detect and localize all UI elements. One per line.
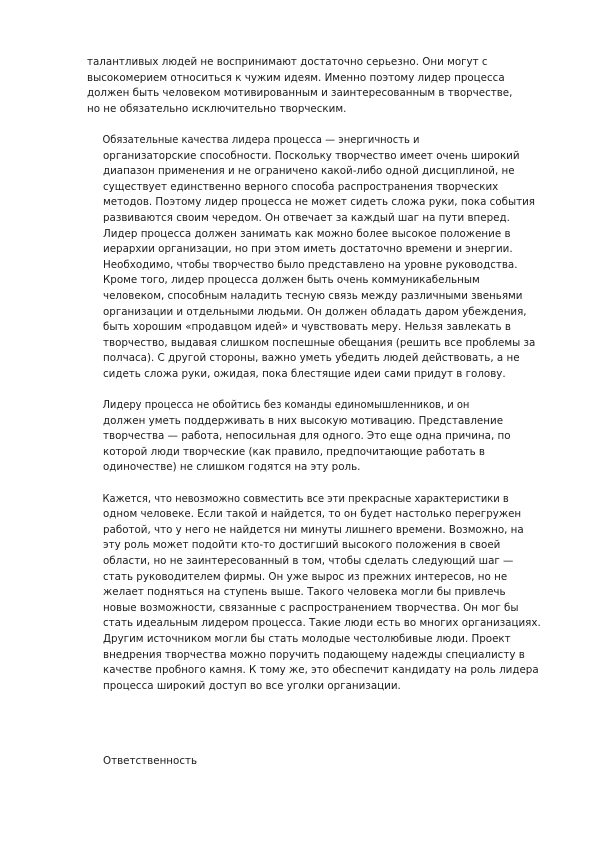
text-line: иерархии организации, но при этом иметь достаточно времени и энергии. xyxy=(103,243,513,256)
text-line: быть хорошим «продавцом идей» и чувствовать меру. Нельзя завлекать в xyxy=(103,321,511,334)
text-line: процесса широкий доступ во все уголки организации. xyxy=(103,679,401,692)
text-line: должен быть человеком мотивированным и заинтересованным в творчестве, xyxy=(87,87,513,100)
text-line: творчества — работа, непосильная для одного. Это еще одна причина, по xyxy=(103,430,511,443)
section-heading: Ответственность xyxy=(103,755,198,767)
text-line: Необходимо, чтобы творчество было представлено на уровне руководства. xyxy=(103,258,518,271)
text-line: талантливых людей не воспринимают достаточно серьезно. Они могут с xyxy=(87,56,488,68)
document-body xyxy=(87,55,547,710)
text-line: одиночестве) не слишком годятся на эту роль. xyxy=(103,461,361,474)
text-line: стать идеальным лидером процесса. Такие люди есть во многих организациях. xyxy=(103,617,541,630)
text-line: Кроме того, лидер процесса должен быть очень коммуникабельным xyxy=(103,274,480,287)
text-line: внедрения творчества можно поручить подающему надежды специалисту в xyxy=(103,648,525,661)
text-line: полчаса). С другой стороны, важно уметь убедить людей действовать, а не xyxy=(103,352,520,365)
paragraph xyxy=(87,133,547,383)
paragraph xyxy=(87,55,547,117)
text-line: эту роль может подойти кто-то достигший высокого положения в своей xyxy=(103,539,501,552)
text-line: сидеть сложа руки, ожидая, пока блестящие идеи сами придут в голову. xyxy=(103,367,506,380)
text-line: творчество, выдавая слишком поспешные обещания (решить все проблемы за xyxy=(103,336,536,349)
text-line: высокомерием относиться к чужим идеям. Именно поэтому лидер процесса xyxy=(87,71,505,84)
text-line: Кажется, что невозможно совместить все эти прекрасные характеристики в xyxy=(102,492,509,505)
text-line: организации и отдельными людьми. Он должен обладать даром убеждения, xyxy=(103,305,527,318)
text-line: организаторские способности. Поскольку творчество имеет очень широкий xyxy=(103,149,520,162)
paragraph xyxy=(87,492,547,695)
paragraph xyxy=(87,398,547,476)
text-line: должен уметь поддерживать в них высокую мотивацию. Представление xyxy=(103,414,504,427)
text-line: которой люди творческие (как правило, предпочитающие работать в xyxy=(103,445,485,458)
text-line: желает подняться на ступень выше. Такого человека могли бы привлечь xyxy=(103,586,506,599)
text-line: работой, что у него не найдется ни минуты лишнего времени. Возможно, на xyxy=(103,523,524,536)
text-line: стать руководителем фирмы. Он уже вырос из прежних интересов, но не xyxy=(103,570,508,583)
text-line: одном человеке. Если такой и найдется, то он будет настолько перегружен xyxy=(103,508,522,521)
text-line: существует единственно верного способа распространения творческих xyxy=(103,180,499,193)
text-line: новые возможности, связанные с распространением творчества. Он мог бы xyxy=(103,601,519,614)
text-line: Другим источником могли бы стать молодые честолюбивые люди. Проект xyxy=(103,632,511,645)
text-line: развиваются своим чередом. Он отвечает за каждый шаг на пути вперед. xyxy=(103,211,510,224)
text-line: качестве пробного камня. К тому же, это обеспечит кандидату на роль лидера xyxy=(103,664,539,677)
text-line: методов. Поэтому лидер процесса не может сидеть сложа руки, пока события xyxy=(103,196,536,209)
text-line: Лидеру процесса не обойтись без команды единомышленников, и он xyxy=(102,399,470,412)
text-line: области, но не заинтересованный в том, чтобы сделать следующий шаг — xyxy=(103,555,514,567)
text-line: диапазон применения и не ограничено какой-либо одной дисциплиной, не xyxy=(103,165,515,178)
text-line: Лидер процесса должен занимать как можно более высокое положение в xyxy=(103,227,511,240)
text-line: человеком, способным наладить тесную связь между различными звеньями xyxy=(103,289,523,302)
text-line: но не обязательно исключительно творческим. xyxy=(87,102,347,115)
text-line: Обязательные качества лидера процесса — энергичность и xyxy=(102,133,420,146)
